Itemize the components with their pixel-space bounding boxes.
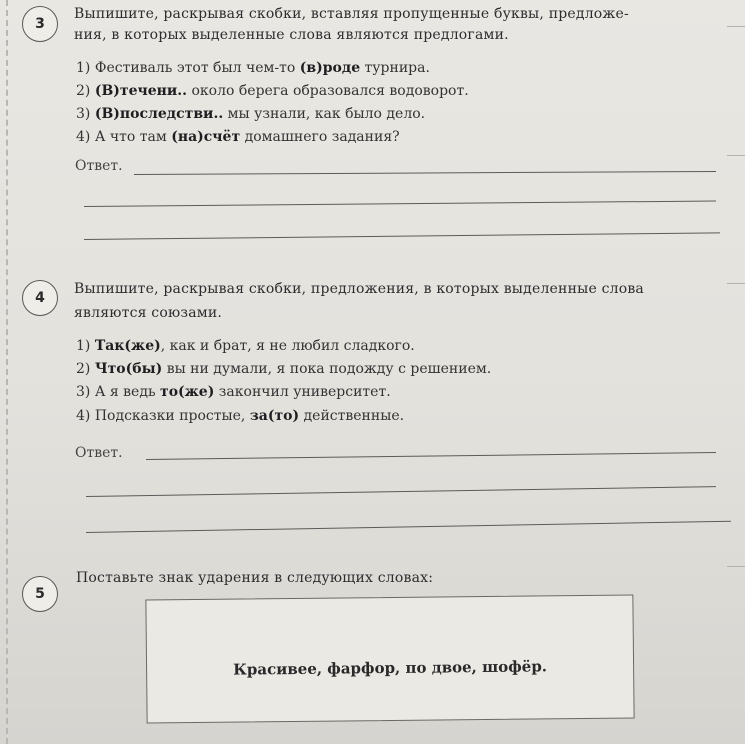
answer-line[interactable] [84, 232, 720, 240]
option-2: 2) Что(бы) вы ни думали, я пока подожду с решением. [76, 361, 492, 377]
option-3: 3) (В)последстви.. мы узнали, как было дело. [76, 106, 426, 122]
instruction-line: Выпишите, раскрывая скобки, вставляя пропущенные буквы, предложе- [74, 6, 629, 22]
option-3: 3) А я ведь то(же) закончил университет. [76, 384, 391, 400]
instruction-line: ния, в которых выделенные слова являются предлогами. [74, 27, 509, 43]
highlighted-word: (В)последстви.. [94, 106, 224, 122]
answer-label: Ответ. [75, 158, 123, 174]
margin-tick [727, 26, 745, 27]
answer-line[interactable] [86, 521, 731, 533]
option-4: 4) Подсказки простые, за(то) действенные. [76, 408, 405, 424]
answer-line[interactable] [146, 452, 716, 460]
highlighted-word: (В)течени.. [94, 83, 188, 99]
highlighted-word: (на)счёт [171, 129, 241, 145]
answer-line[interactable] [134, 171, 716, 175]
task-number-badge: 5 [22, 576, 58, 612]
highlighted-word: за(то) [249, 408, 300, 424]
option-2: 2) (В)течени.. около берега образовался водоворот. [76, 83, 469, 99]
margin-tick [727, 155, 745, 156]
words-text: Красивее, фарфор, по двое, шофёр. [233, 657, 548, 679]
task-instruction [74, 277, 644, 325]
task-instruction [74, 4, 629, 46]
task-number-badge: 3 [22, 6, 58, 42]
instruction-line: являются союзами. [74, 305, 223, 321]
margin-tick [727, 566, 745, 567]
task-number-badge: 4 [22, 280, 58, 316]
highlighted-word: (в)роде [299, 60, 361, 76]
answer-line[interactable] [86, 486, 716, 497]
option-1: 1) Так(же), как и брат, я не любил сладкого. [76, 338, 415, 354]
margin-tick [727, 283, 745, 284]
answer-label: Ответ. [75, 445, 123, 461]
answer-line[interactable] [84, 200, 716, 207]
margin-line [6, 0, 8, 744]
task-instruction: Поставьте знак ударения в следующих словах: [76, 570, 434, 586]
highlighted-word: то(же) [160, 384, 215, 400]
option-1: 1) Фестиваль этот был чем-то (в)роде турнира. [76, 60, 430, 76]
highlighted-word: Так(же) [94, 338, 161, 354]
option-4: 4) А что там (на)счёт домашнего задания? [76, 129, 400, 145]
instruction-line: Выпишите, раскрывая скобки, предложения, в которых выделенные слова [74, 281, 644, 297]
highlighted-word: Что(бы) [94, 361, 163, 377]
words-box [145, 594, 634, 723]
